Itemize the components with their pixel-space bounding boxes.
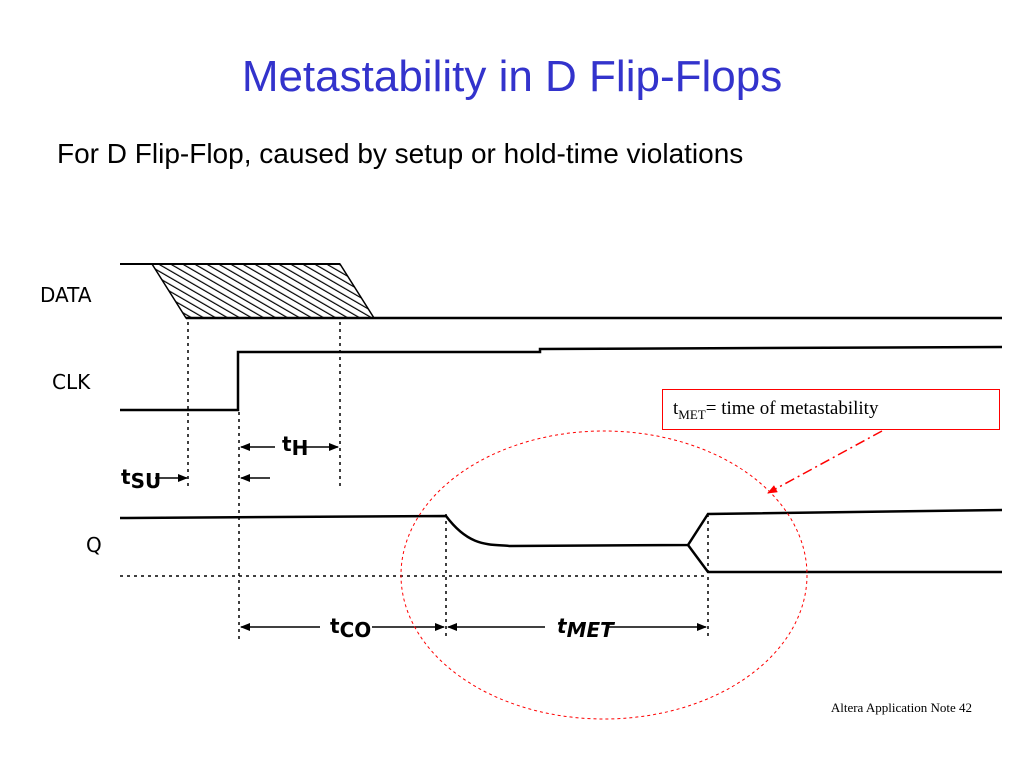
tco-label-main: t <box>330 614 340 638</box>
tsu-label-main: t <box>121 465 131 489</box>
svg-text:tH <box>282 432 308 460</box>
slide-subtitle: For D Flip-Flop, caused by setup or hold-time violations <box>57 138 744 169</box>
slide-title: Metastability in D Flip-Flops <box>241 52 783 101</box>
q-waveform <box>120 510 1002 576</box>
tmet-callout-box <box>662 389 1000 430</box>
callout-text: = time of metastability <box>705 398 879 419</box>
tco-label-sub: CO <box>339 618 372 642</box>
th-label-sub: H <box>291 436 309 460</box>
svg-text:tMET <box>557 614 615 642</box>
reference-lines <box>188 322 708 640</box>
svg-text:tCO <box>330 614 371 642</box>
data-transition-hatch <box>152 264 374 318</box>
tmet-annotation <box>448 614 706 642</box>
callout-leader-arrow <box>768 431 882 493</box>
tco-annotation <box>241 614 444 642</box>
svg-text:tSU <box>121 465 161 493</box>
callout-t: t <box>673 398 679 419</box>
metastability-highlight-ellipse <box>401 431 807 719</box>
data-waveform <box>120 264 1002 318</box>
th-annotation <box>241 432 338 460</box>
tsu-label-sub: SU <box>130 469 162 493</box>
tmet-label-sub: MET <box>566 618 614 642</box>
callout-sub: MET <box>678 406 706 422</box>
th-label-main: t <box>282 432 292 456</box>
tmet-label-main: t <box>557 614 567 638</box>
clk-signal-label: CLK <box>52 370 91 394</box>
data-signal-label: DATA <box>40 283 92 307</box>
tsu-annotation <box>121 465 270 493</box>
q-signal-label: Q <box>86 533 102 557</box>
source-credit: Altera Application Note 42 <box>830 700 972 715</box>
